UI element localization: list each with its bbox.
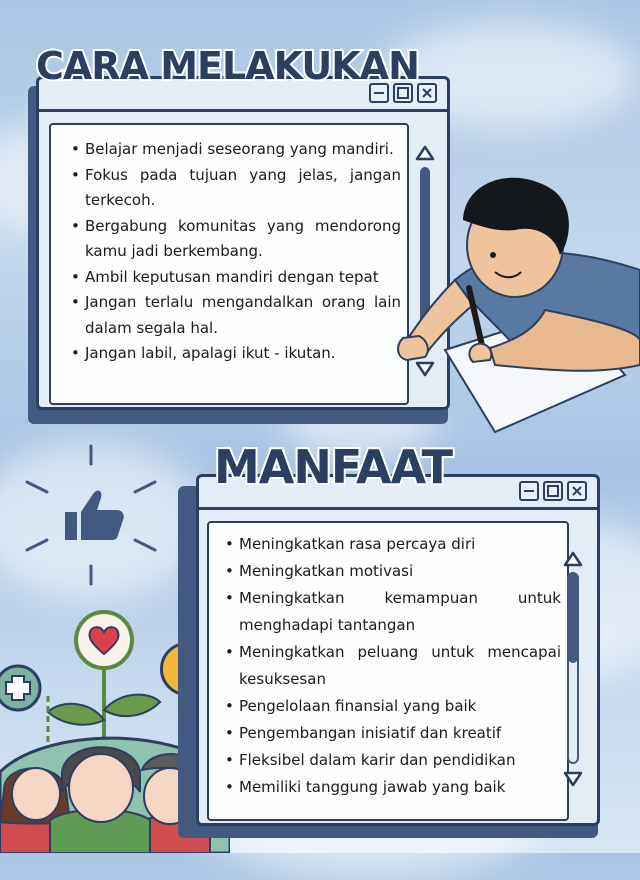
- list-item: • Bergabung komunitas yang mendorong kamu jadi berkembang.: [71, 214, 401, 265]
- cara-heading: CARA MELAKUKAN: [36, 44, 419, 88]
- list-item: • Memiliki tanggung jawab yang baik: [225, 774, 561, 801]
- list-item: • Fokus pada tujuan yang jelas, jangan terkecoh.: [71, 163, 401, 214]
- manfaat-list: [225, 531, 561, 801]
- list-item: • Pengembangan inisiatif dan kreatif: [225, 720, 561, 747]
- minimize-icon[interactable]: [519, 481, 539, 501]
- manfaat-scrollbar[interactable]: [561, 547, 585, 791]
- close-icon[interactable]: [567, 481, 587, 501]
- thumbs-up-icon: [25, 440, 165, 590]
- scroll-up-icon: [417, 147, 433, 159]
- manfaat-window: [196, 474, 600, 826]
- maximize-icon[interactable]: [543, 481, 563, 501]
- list-item: • Pengelolaan finansial yang baik: [225, 693, 561, 720]
- manfaat-heading: MANFAAT: [214, 440, 453, 494]
- list-item: • Belajar menjadi seseorang yang mandiri.: [71, 137, 401, 163]
- person-writing-icon: [395, 160, 640, 440]
- scroll-up-icon: [565, 553, 581, 565]
- list-item: • Meningkatkan kemampuan untuk menghadapi tantangan: [225, 585, 561, 639]
- list-item: • Ambil keputusan mandiri dengan tepat: [71, 265, 401, 291]
- list-item: • Meningkatkan peluang untuk mencapai kesuksesan: [225, 639, 561, 693]
- list-item: • Jangan terlalu mengandalkan orang lain dalam segala hal.: [71, 290, 401, 341]
- manfaat-content: [207, 521, 569, 821]
- list-item: • Jangan labil, apalagi ikut - ikutan.: [71, 341, 401, 367]
- list-item: • Fleksibel dalam karir dan pendidikan: [225, 747, 561, 774]
- scroll-down-icon: [565, 773, 581, 785]
- cara-content: [49, 123, 409, 405]
- cara-window: [36, 76, 450, 410]
- list-item: • Meningkatkan motivasi: [225, 558, 561, 585]
- cara-list: [71, 137, 401, 367]
- close-icon[interactable]: [417, 83, 437, 103]
- list-item: • Meningkatkan rasa percaya diri: [225, 531, 561, 558]
